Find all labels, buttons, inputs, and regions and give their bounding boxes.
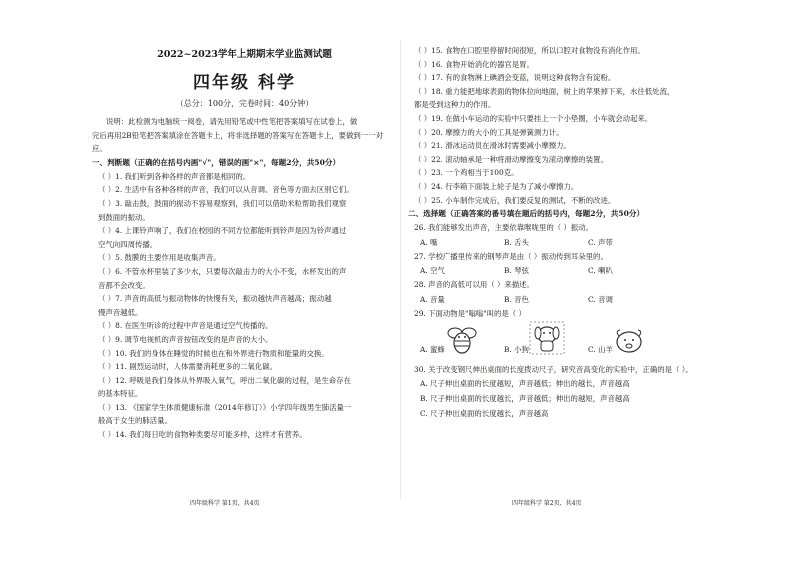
judgment-question-continuation: 音都不会改变。 [98, 280, 150, 290]
page-1-footer: 四年级科学 第1页，共4页 [190, 500, 260, 507]
page-2-footer: 四年级科学 第2页，共4页 [512, 500, 582, 507]
instructions-line-2: 完后再用2B铅笔把答案填涂在答题卡上，将非选择题的答案写在答题卡上，要做到一一对应。 [92, 130, 383, 154]
goat-icon [613, 327, 645, 355]
judgment-question-continuation: 的基本特征。 [98, 389, 143, 399]
judgment-question: （ ）12. 呼吸是我们身体从外界吸入氧气，呼出二氧化碳的过程，是生命存在 [98, 375, 351, 385]
option: A. 蜜蜂 [420, 344, 445, 354]
judgment-question: （ ）14. 我们每日吃的食物种类要尽可能多样，这样才有营养。 [98, 430, 307, 440]
option-dog[interactable] [504, 321, 588, 355]
section-2-title: 二、选择题（正确答案的番号填在题后的括号内，每题2分，共50分） [408, 209, 645, 219]
judgment-question: （ ）19. 在做小车运动的实验中只要挂上一个小垫圈，小车就会动起来。 [414, 113, 653, 123]
left-question-list [92, 170, 397, 442]
question-30: 30. 关于改变钢尺伸出桌面的长度拨动尺子，研究音高变化的实验中，正确的是（ ）。 [414, 364, 693, 374]
judgment-question: （ ）23. 一个鸡相当于100克。 [414, 168, 519, 178]
question-28: 28. 声音的高低可以用（ ）来描述。 [414, 280, 534, 290]
question-27: 27. 学校广播里传来的钢琴声是由（ ）振动传到耳朵里的。 [414, 251, 608, 261]
bee-icon [445, 323, 479, 355]
option: B. 小狗 [504, 344, 529, 354]
page-2 [408, 30, 728, 421]
judgment-question: （ ）17. 有的食物淋上碘酒会变蓝，说明这种食物含有淀粉。 [414, 73, 616, 83]
main-title: 四年级 科学 [193, 73, 296, 93]
judgment-question: （ ）25. 小车制作完成后，我们要反复的测试，不断的改进。 [414, 195, 616, 205]
question-26: 26. 我们能够发出声音，主要依靠喉咙里的（ ）振动。 [414, 223, 594, 233]
judgment-question: （ ）4. 上课铃声响了，我们在校园的不同方位都能听到铃声是因为铃声通过 [98, 226, 347, 236]
judgment-question-continuation: 般高于女生的肺活量。 [98, 416, 172, 426]
dog-icon [529, 321, 565, 355]
judgment-question: （ ）6. 不管水杯里装了多少水，只要每次敲击力的大小不变，水杯发出的声 [98, 266, 347, 276]
question-30-option-b[interactable]: B. 尺子伸出桌面的长度越长，声音越低；伸出的越短，声音越高 [420, 394, 630, 404]
page-divider [400, 40, 401, 500]
judgment-question: （ ）11. 剧烈运动时，人体需要消耗更多的二氧化碳。 [98, 362, 278, 372]
judgment-question-continuation: 到鼓面的振动。 [98, 212, 150, 222]
judgment-question-continuation: 空气向四周传播。 [98, 239, 158, 249]
judgment-question: （ ）22. 滚动轴承是一种将滑动摩擦变为滚动摩擦的装置。 [414, 154, 608, 164]
option[interactable]: C. 音调 [588, 294, 613, 304]
option[interactable]: B. 舌头 [504, 237, 529, 247]
exam-title: 2022~2023学年上期期末学业监测试题 [157, 49, 332, 60]
judgment-question: （ ）15. 食物在口腔里停留时间很短，所以口腔对食物没有消化作用。 [414, 46, 645, 55]
option[interactable]: C. 声带 [588, 237, 613, 247]
option[interactable]: B. 音色 [504, 294, 529, 304]
option[interactable]: A. 空气 [420, 266, 445, 276]
option[interactable]: C. 喇叭 [588, 266, 613, 276]
judgment-question: （ ）7. 声音的高低与振动物体的快慢有关，振动越快声音越高；振动越 [98, 294, 332, 304]
judgment-question: （ ）21. 滑冰运动员在滑冰时需要减小摩擦力。 [414, 141, 571, 151]
question-30-option-a[interactable]: A. 尺子伸出桌面的长度越短，声音越低；伸出的越长，声音越高 [420, 379, 630, 389]
option-goat[interactable] [588, 327, 645, 355]
judgment-question: （ ）20. 摩擦力的大小的工具是弹簧测力计。 [414, 127, 564, 137]
judgment-question: （ ）18. 重力能把地球表面的物体拉向地面，树上的苹果掉下来，水往低处流， [414, 86, 675, 96]
exam-meta: （总分：100分，完卷时间：40分钟） [175, 99, 314, 108]
option: C. 山羊 [588, 344, 613, 354]
question-27-options [408, 263, 728, 278]
option[interactable]: A. 音量 [420, 294, 445, 304]
judgment-question-continuation: 慢声音越低。 [98, 307, 143, 317]
page-1 [92, 30, 397, 442]
judgment-question: （ ）16. 食物开始消化的器官是胃。 [414, 59, 534, 69]
judgment-question: （ ）1. 我们听到各种各样的声音都是相同的。 [98, 171, 251, 181]
judgment-question: （ ）5. 鼓膜的主要作用是收集声音。 [98, 253, 221, 263]
question-26-options [408, 235, 728, 250]
judgment-question: （ ）2. 生活中有各种各样的声音，我们可以从音调、音色等方面去区别它们。 [98, 185, 354, 195]
question-30-option-c[interactable]: C. 尺子伸出桌面的长度越长，声音越高 [420, 409, 549, 419]
judgment-question: （ ）8. 在医生听诊的过程中声音是通过空气传播的。 [98, 321, 273, 331]
question-28-options [408, 292, 728, 307]
judgment-question: （ ）10. 我们的身体在睡觉的时候也在和外界进行物质和能量的交换。 [98, 348, 329, 358]
option[interactable]: A. 嘴 [420, 237, 438, 247]
instructions-line-1: 说明：此检测为电脑统一阅卷，请先用铅笔或中性笔把答案填写在试卷上，做 [106, 117, 358, 126]
right-question-list [408, 44, 728, 207]
judgment-question: （ ）9. 调节电视机的声音按钮改变的是声音的大小。 [98, 334, 273, 344]
judgment-question: （ ）24. 行李箱下面装上轮子是为了减小摩擦力。 [414, 181, 579, 191]
judgment-question: （ ）3. 敲击鼓，鼓面的振动不容易观察到，我们可以借助米粒帮助我们观察 [98, 198, 347, 208]
judgment-question: （ ）13. 《国家学生体质健康标准（2014年修订）》小学四年级男生肺活量一 [98, 402, 352, 412]
judgment-question-continuation: 都是受到这种力的作用。 [414, 100, 496, 110]
question-29: 29. 下面动物是"嗡嗡"叫的是（ ） [414, 308, 526, 318]
section-1-title: 一、判断题（正确的在括号内画"√"，错误的画"×"，每题2分，共50分） [92, 157, 341, 167]
option-bee[interactable] [420, 323, 504, 355]
option[interactable]: B. 琴弦 [504, 266, 529, 276]
question-29-options [408, 321, 728, 355]
